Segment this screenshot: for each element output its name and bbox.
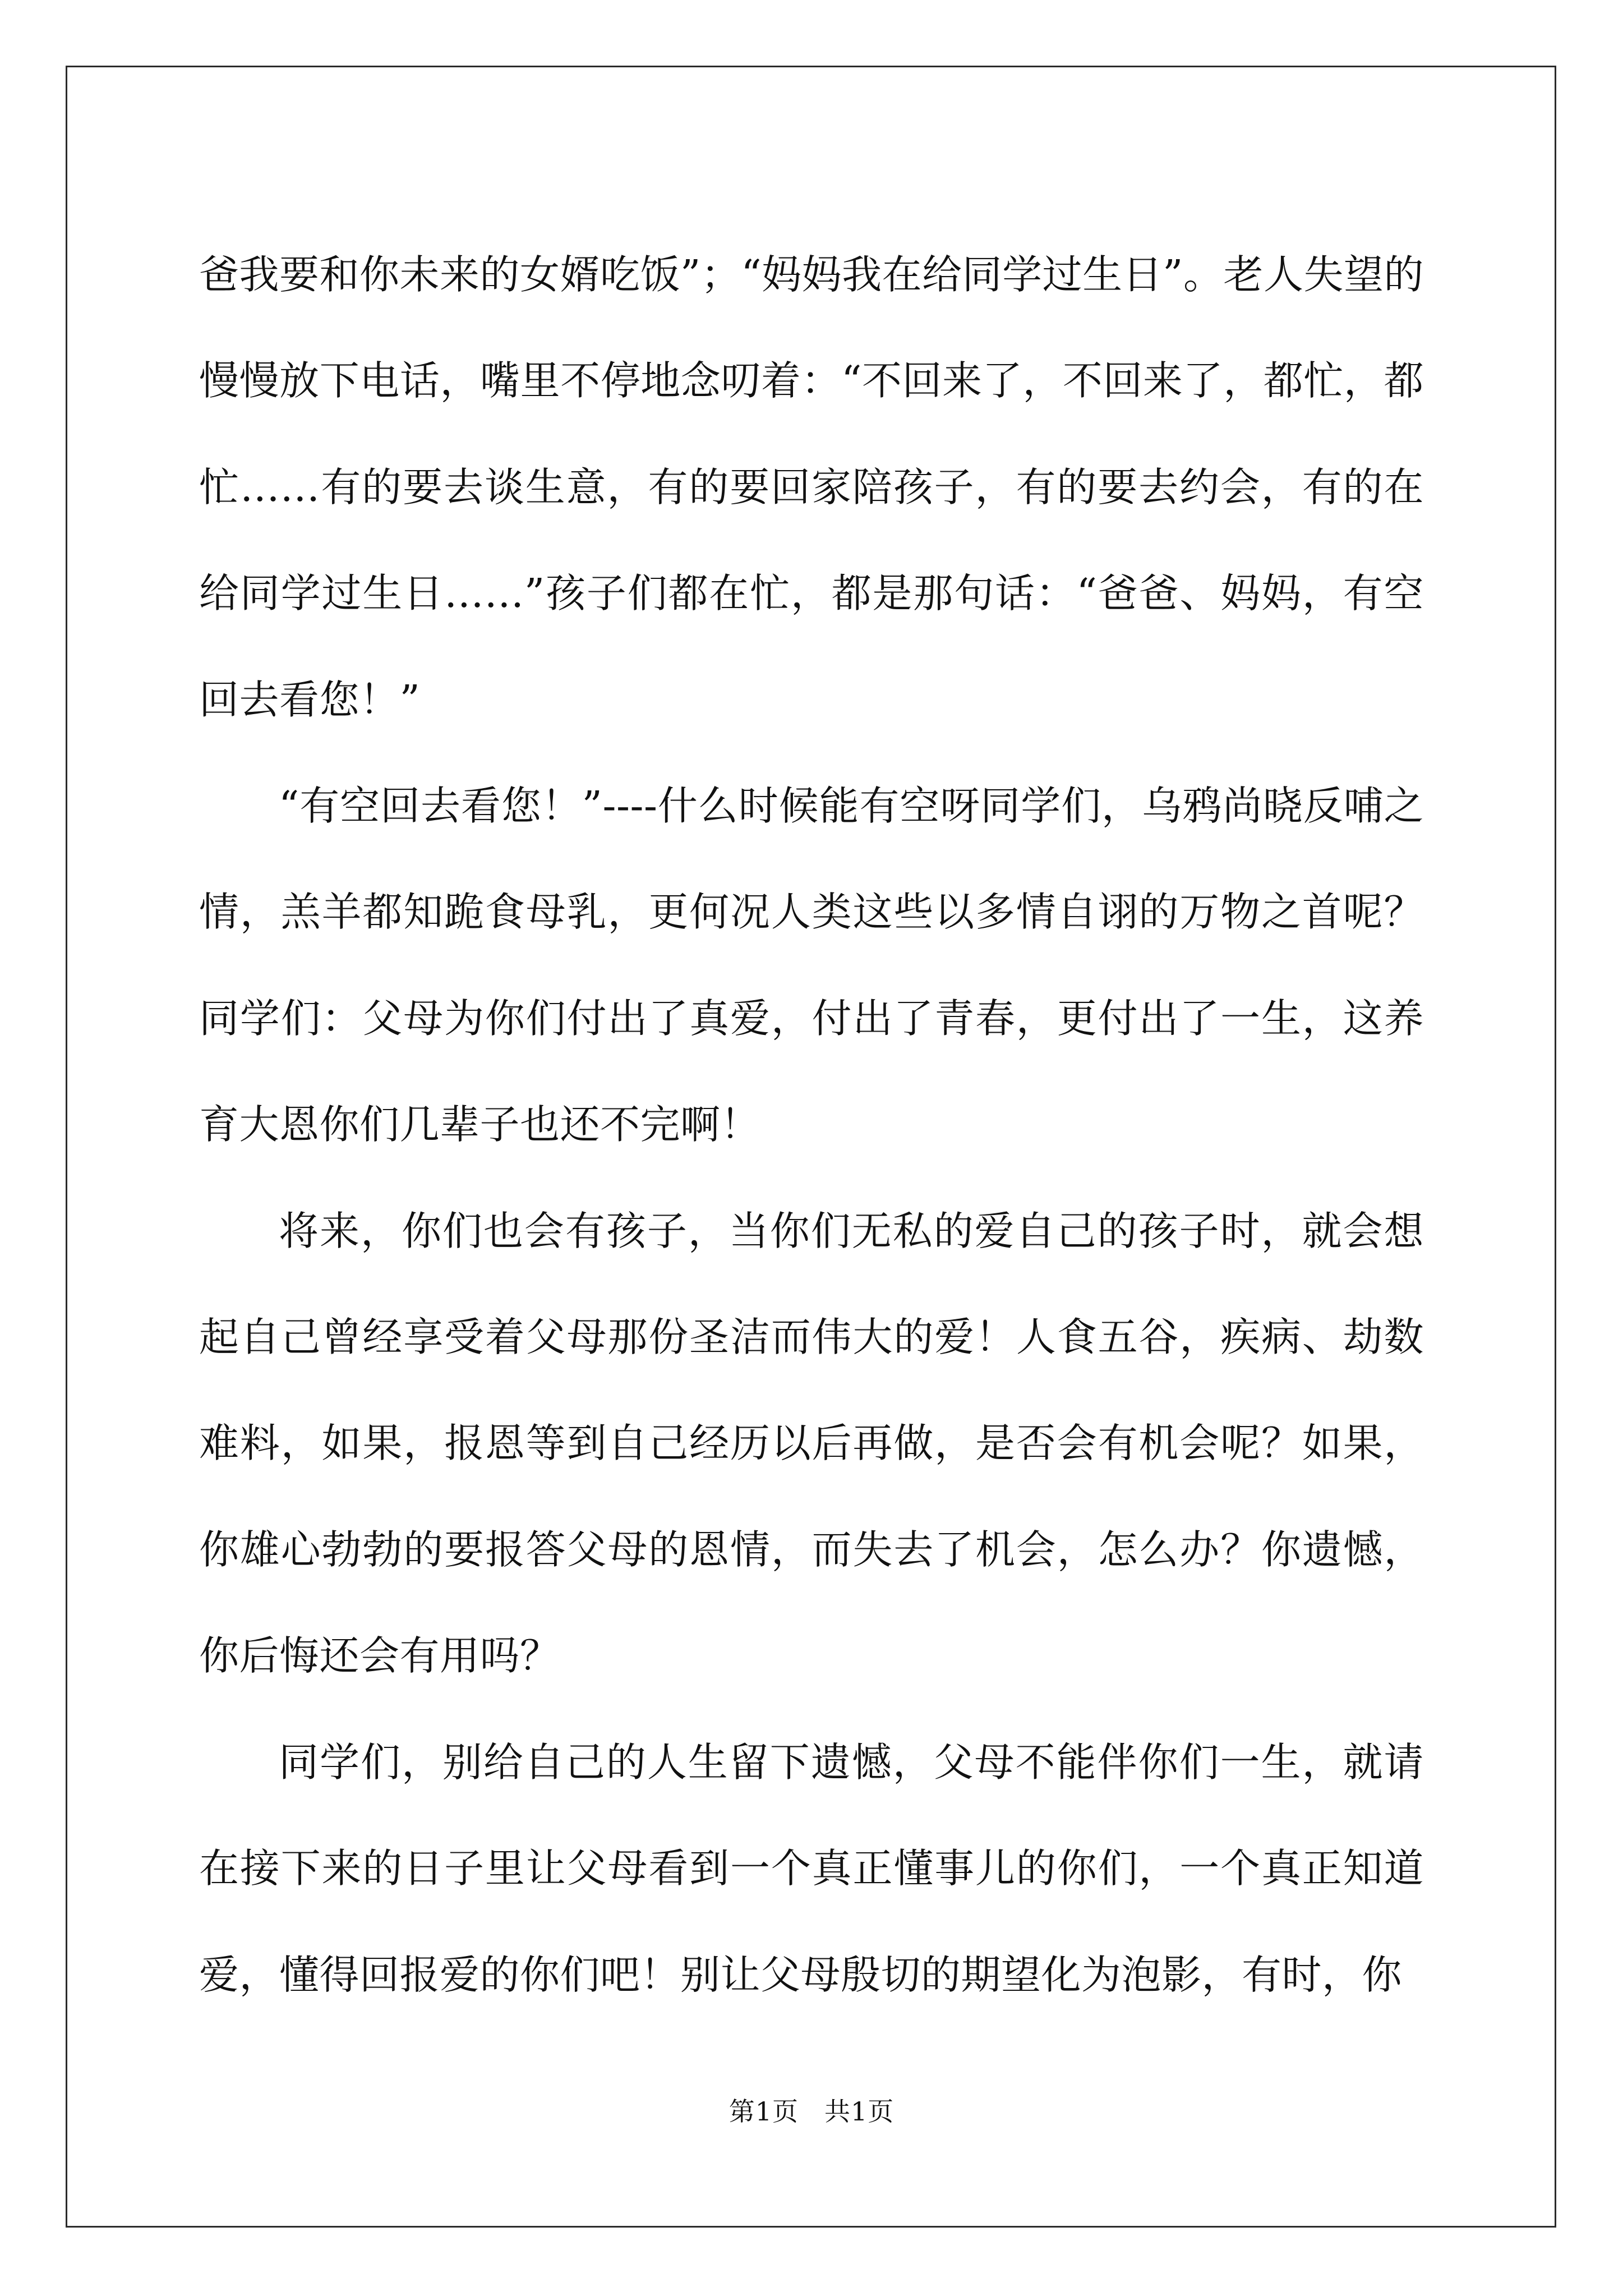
paragraph-4: 同学们，别给自己的人生留下遗憾，父母不能伴你们一生，就请在接下来的日子里让父母看到一个真正懂事儿的你们，一个真正知道爱，懂得回报爱的你们吧！别让父母殷切的期望化为泡影，有时，你 bbox=[199, 1738, 1424, 1998]
document-body bbox=[199, 222, 1424, 2028]
page-number: 第1页 bbox=[728, 2096, 799, 2127]
paragraph-3: 将来，你们也会有孩子，当你们无私的爱自己的孩子时，就会想起自己曾经享受着父母那份圣洁而伟大的爱！人食五谷，疾病、劫数难料，如果，报恩等到自己经历以后再做，是否会有机会呢？如果，你雄心勃勃的要报答父母的恩情，而失去了机会，怎么办？你遗憾，你后悔还会有用吗？ bbox=[199, 1207, 1424, 1680]
paragraph-2: “有空回去看您！”----什么时候能有空呀同学们，乌鸦尚晓反哺之情，羔羊都知跪食母乳，更何况人类这些以多情自诩的万物之首呢？同学们：父母为你们付出了真爱，付出了青春，更付出了一生，这养育大恩你们几辈子也还不完啊！ bbox=[199, 783, 1424, 1148]
page-footer bbox=[0, 2091, 1623, 2128]
paragraph-1: 爸我要和你未来的女婿吃饭”；“妈妈我在给同学过生日”。老人失望的慢慢放下电话，嘴里不停地念叨着：“不回来了，不回来了，都忙，都忙……有的要去谈生意，有的要回家陪孩子，有的要去约会，有的在给同学过生日……”孩子们都在忙，都是那句话：“爸爸、妈妈，有空回去看您！” bbox=[199, 251, 1424, 723]
page-total: 共1页 bbox=[824, 2096, 895, 2127]
